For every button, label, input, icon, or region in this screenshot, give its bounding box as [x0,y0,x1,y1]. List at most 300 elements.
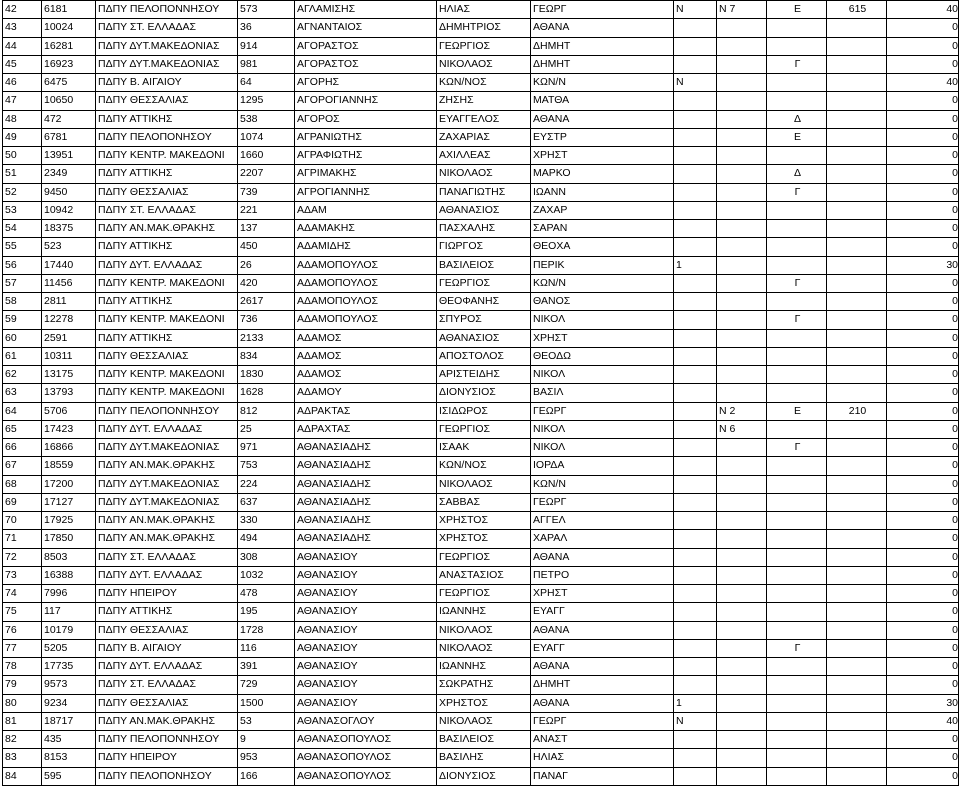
flag-4-cell [827,220,887,238]
flag-4-cell [827,256,887,274]
flag-4-cell [827,274,887,292]
flag-4-cell [827,512,887,530]
total-cell: 0 [887,530,959,548]
score-cell: 2133 [238,329,295,347]
total-cell: 0 [887,621,959,639]
flag-3-cell [767,475,827,493]
code-cell: 117 [42,603,96,621]
school-cell: ΠΔΠΥ ΔΥΤ.ΜΑΚΕΔΟΝΙΑΣ [96,55,238,73]
school-cell: ΠΔΠΥ ΗΠΕΙΡΟΥ [96,749,238,767]
table-row [3,530,959,548]
code-cell: 12278 [42,311,96,329]
row-number-cell: 72 [3,548,42,566]
flag-2-cell [717,147,767,165]
school-cell: ΠΔΠΥ ΔΥΤ.ΜΑΚΕΔΟΝΙΑΣ [96,475,238,493]
flag-4-cell [827,457,887,475]
flag-2-cell [717,366,767,384]
father-name-cell: ΒΑΣΙΛ [531,384,674,402]
flag-3-cell [767,74,827,92]
flag-2-cell: Ν 2 [717,402,767,420]
code-cell: 595 [42,767,96,785]
row-number-cell: 75 [3,603,42,621]
first-name-cell: ΑΠΟΣΤΟΛΟΣ [437,347,531,365]
surname-cell: ΑΘΑΝΑΣΟΠΟΥΛΟΣ [295,767,437,785]
father-name-cell: ΠΕΡΙΚ [531,256,674,274]
code-cell: 6181 [42,1,96,19]
first-name-cell: ΠΑΝΑΓΙΩΤΗΣ [437,183,531,201]
code-cell: 435 [42,731,96,749]
flag-2-cell [717,293,767,311]
first-name-cell: ΝΙΚΟΛΑΟΣ [437,621,531,639]
first-name-cell: ΑΘΑΝΑΣΙΟΣ [437,201,531,219]
school-cell: ΠΔΠΥ ΗΠΕΙΡΟΥ [96,585,238,603]
code-cell: 18375 [42,220,96,238]
flag-4-cell [827,475,887,493]
code-cell: 17127 [42,493,96,511]
total-cell: 0 [887,658,959,676]
flag-2-cell [717,639,767,657]
father-name-cell: ΗΛΙΑΣ [531,749,674,767]
score-cell: 1830 [238,366,295,384]
code-cell: 5205 [42,639,96,657]
school-cell: ΠΔΠΥ ΑΝ.ΜΑΚ.ΘΡΑΚΗΣ [96,712,238,730]
table-row [3,749,959,767]
code-cell: 17925 [42,512,96,530]
total-cell: 0 [887,92,959,110]
total-cell: 40 [887,712,959,730]
father-name-cell: ΠΕΤΡΟ [531,566,674,584]
flag-1-cell [674,19,717,37]
table-row [3,147,959,165]
father-name-cell: ΝΙΚΟΛ [531,366,674,384]
school-cell: ΠΔΠΥ ΔΥΤ. ΕΛΛΑΔΑΣ [96,256,238,274]
flag-1-cell: Ν [674,1,717,19]
flag-3-cell [767,749,827,767]
code-cell: 8153 [42,749,96,767]
table-row [3,457,959,475]
flag-1-cell [674,37,717,55]
school-cell: ΠΔΠΥ ΠΕΛΟΠΟΝΝΗΣΟΥ [96,1,238,19]
surname-cell: ΑΘΑΝΑΣΙΑΔΗΣ [295,457,437,475]
first-name-cell: ΝΙΚΟΛΑΟΣ [437,639,531,657]
code-cell: 13951 [42,147,96,165]
flag-2-cell [717,512,767,530]
row-number-cell: 65 [3,420,42,438]
score-cell: 812 [238,402,295,420]
flag-4-cell [827,530,887,548]
flag-1-cell [674,220,717,238]
school-cell: ΠΔΠΥ ΑΤΤΙΚΗΣ [96,293,238,311]
flag-3-cell: Δ [767,110,827,128]
code-cell: 5706 [42,402,96,420]
code-cell: 523 [42,238,96,256]
total-cell: 0 [887,110,959,128]
first-name-cell: ΔΙΟΝΥΣΙΟΣ [437,767,531,785]
flag-3-cell: Γ [767,439,827,457]
flag-4-cell [827,566,887,584]
father-name-cell: ΚΩΝ/Ν [531,475,674,493]
score-cell: 1295 [238,92,295,110]
flag-3-cell [767,92,827,110]
first-name-cell: ΓΕΩΡΓΙΟΣ [437,585,531,603]
row-number-cell: 42 [3,1,42,19]
flag-4-cell [827,366,887,384]
total-cell: 0 [887,566,959,584]
score-cell: 195 [238,603,295,621]
table-row [3,183,959,201]
flag-4-cell [827,293,887,311]
father-name-cell: ΚΩΝ/Ν [531,74,674,92]
surname-cell: ΑΔΑΜΟΠΟΥΛΟΣ [295,256,437,274]
flag-1-cell [674,731,717,749]
flag-1-cell [674,366,717,384]
flag-1-cell [674,384,717,402]
score-cell: 391 [238,658,295,676]
score-cell: 9 [238,731,295,749]
father-name-cell: ΓΕΩΡΓ [531,402,674,420]
first-name-cell: ΙΣΑΑΚ [437,439,531,457]
flag-2-cell [717,475,767,493]
first-name-cell: ΑΧΙΛΛΕΑΣ [437,147,531,165]
table-row [3,420,959,438]
first-name-cell: ΣΩΚΡΑΤΗΣ [437,676,531,694]
flag-1-cell [674,183,717,201]
school-cell: ΠΔΠΥ ΣΤ. ΕΛΛΑΔΑΣ [96,19,238,37]
total-cell: 0 [887,402,959,420]
total-cell: 0 [887,731,959,749]
flag-2-cell [717,55,767,73]
flag-1-cell [674,238,717,256]
row-number-cell: 64 [3,402,42,420]
code-cell: 17423 [42,420,96,438]
total-cell: 0 [887,329,959,347]
score-cell: 736 [238,311,295,329]
flag-4-cell [827,19,887,37]
flag-4-cell [827,110,887,128]
score-cell: 64 [238,74,295,92]
surname-cell: ΑΘΑΝΑΣΙΟΥ [295,548,437,566]
score-cell: 36 [238,19,295,37]
first-name-cell: ΗΛΙΑΣ [437,1,531,19]
code-cell: 9234 [42,694,96,712]
flag-2-cell [717,37,767,55]
first-name-cell: ΝΙΚΟΛΑΟΣ [437,475,531,493]
row-number-cell: 60 [3,329,42,347]
row-number-cell: 62 [3,366,42,384]
score-cell: 971 [238,439,295,457]
code-cell: 16281 [42,37,96,55]
score-cell: 137 [238,220,295,238]
first-name-cell: ΑΘΑΝΑΣΙΟΣ [437,329,531,347]
score-cell: 1728 [238,621,295,639]
flag-1-cell [674,457,717,475]
flag-2-cell [717,457,767,475]
row-number-cell: 61 [3,347,42,365]
flag-1-cell [674,439,717,457]
first-name-cell: ΝΙΚΟΛΑΟΣ [437,165,531,183]
flag-4-cell [827,712,887,730]
total-cell: 0 [887,366,959,384]
score-cell: 953 [238,749,295,767]
row-number-cell: 46 [3,74,42,92]
school-cell: ΠΔΠΥ ΔΥΤ. ΕΛΛΑΔΑΣ [96,658,238,676]
first-name-cell: ΑΝΑΣΤΑΣΙΟΣ [437,566,531,584]
school-cell: ΠΔΠΥ ΘΕΣΣΑΛΙΑΣ [96,694,238,712]
father-name-cell: ΘΕΟΔΩ [531,347,674,365]
surname-cell: ΑΘΑΝΑΣΙΟΥ [295,621,437,639]
total-cell: 0 [887,767,959,785]
flag-3-cell: Ε [767,402,827,420]
table-row [3,19,959,37]
surname-cell: ΑΘΑΝΑΣΙΑΔΗΣ [295,475,437,493]
score-cell: 1074 [238,128,295,146]
flag-4-cell [827,585,887,603]
father-name-cell: ΓΕΩΡΓ [531,712,674,730]
table-row [3,128,959,146]
first-name-cell: ΝΙΚΟΛΑΟΣ [437,712,531,730]
school-cell: ΠΔΠΥ ΑΝ.ΜΑΚ.ΘΡΑΚΗΣ [96,457,238,475]
father-name-cell: ΘΑΝΟΣ [531,293,674,311]
flag-1-cell [674,92,717,110]
flag-3-cell [767,147,827,165]
first-name-cell: ΙΣΙΔΩΡΟΣ [437,402,531,420]
first-name-cell: ΒΑΣΙΛΕΙΟΣ [437,731,531,749]
table-row [3,548,959,566]
code-cell: 9573 [42,676,96,694]
father-name-cell: ΑΘΑΝΑ [531,621,674,639]
row-number-cell: 67 [3,457,42,475]
flag-3-cell: Γ [767,311,827,329]
total-cell: 40 [887,74,959,92]
school-cell: ΠΔΠΥ ΚΕΝΤΡ. ΜΑΚΕΔΟΝΙ [96,147,238,165]
first-name-cell: ΣΑΒΒΑΣ [437,493,531,511]
flag-3-cell: Γ [767,55,827,73]
first-name-cell: ΙΩΑΝΝΗΣ [437,658,531,676]
flag-2-cell [717,439,767,457]
flag-3-cell [767,658,827,676]
flag-4-cell [827,329,887,347]
flag-3-cell [767,366,827,384]
row-number-cell: 57 [3,274,42,292]
flag-3-cell [767,694,827,712]
flag-2-cell [717,676,767,694]
father-name-cell: ΕΥΑΓΓ [531,603,674,621]
flag-4-cell [827,694,887,712]
score-cell: 224 [238,475,295,493]
father-name-cell: ΔΗΜΗΤ [531,55,674,73]
flag-4-cell [827,493,887,511]
code-cell: 17735 [42,658,96,676]
flag-3-cell: Δ [767,165,827,183]
total-cell: 40 [887,1,959,19]
flag-2-cell [717,731,767,749]
total-cell: 30 [887,694,959,712]
code-cell: 2591 [42,329,96,347]
father-name-cell: ΧΡΗΣΤ [531,585,674,603]
table-row [3,220,959,238]
school-cell: ΠΔΠΥ ΔΥΤ.ΜΑΚΕΔΟΝΙΑΣ [96,439,238,457]
school-cell: ΠΔΠΥ ΔΥΤ.ΜΑΚΕΔΟΝΙΑΣ [96,37,238,55]
score-cell: 1500 [238,694,295,712]
surname-cell: ΑΔΑΜΑΚΗΣ [295,220,437,238]
surname-cell: ΑΘΑΝΑΣΙΑΔΗΣ [295,493,437,511]
surname-cell: ΑΓΝΑΝΤΑΙΟΣ [295,19,437,37]
flag-4-cell [827,74,887,92]
total-cell: 0 [887,512,959,530]
total-cell: 0 [887,676,959,694]
table-row [3,493,959,511]
flag-1-cell: 1 [674,256,717,274]
table-row [3,274,959,292]
row-number-cell: 71 [3,530,42,548]
score-cell: 166 [238,767,295,785]
score-cell: 450 [238,238,295,256]
row-number-cell: 81 [3,712,42,730]
flag-1-cell [674,329,717,347]
code-cell: 11456 [42,274,96,292]
row-number-cell: 50 [3,147,42,165]
school-cell: ΠΔΠΥ ΚΕΝΤΡ. ΜΑΚΕΔΟΝΙ [96,311,238,329]
school-cell: ΠΔΠΥ ΑΤΤΙΚΗΣ [96,238,238,256]
score-cell: 116 [238,639,295,657]
table-body [3,1,959,786]
surname-cell: ΑΘΑΝΑΣΟΠΟΥΛΟΣ [295,749,437,767]
score-cell: 637 [238,493,295,511]
flag-1-cell [674,548,717,566]
score-cell: 53 [238,712,295,730]
first-name-cell: ΖΑΧΑΡΙΑΣ [437,128,531,146]
flag-3-cell [767,712,827,730]
row-number-cell: 51 [3,165,42,183]
first-name-cell: ΖΗΣΗΣ [437,92,531,110]
flag-4-cell [827,749,887,767]
total-cell: 0 [887,311,959,329]
flag-4-cell [827,147,887,165]
row-number-cell: 77 [3,639,42,657]
score-cell: 1032 [238,566,295,584]
score-cell: 1660 [238,147,295,165]
code-cell: 472 [42,110,96,128]
score-cell: 753 [238,457,295,475]
school-cell: ΠΔΠΥ Β. ΑΙΓΑΙΟΥ [96,74,238,92]
school-cell: ΠΔΠΥ ΑΤΤΙΚΗΣ [96,329,238,347]
father-name-cell: ΓΕΩΡΓ [531,493,674,511]
code-cell: 13793 [42,384,96,402]
row-number-cell: 55 [3,238,42,256]
flag-1-cell: Ν [674,712,717,730]
school-cell: ΠΔΠΥ ΠΕΛΟΠΟΝΗΣΟΥ [96,767,238,785]
score-cell: 739 [238,183,295,201]
flag-4-cell [827,92,887,110]
first-name-cell: ΘΕΟΦΑΝΗΣ [437,293,531,311]
surname-cell: ΑΔΑΜΟΣ [295,329,437,347]
flag-4-cell [827,439,887,457]
school-cell: ΠΔΠΥ ΘΕΣΣΑΛΙΑΣ [96,621,238,639]
table-row [3,347,959,365]
score-cell: 308 [238,548,295,566]
total-cell: 0 [887,585,959,603]
score-cell: 1628 [238,384,295,402]
flag-1-cell [674,749,717,767]
flag-4-cell [827,311,887,329]
flag-1-cell [674,311,717,329]
total-cell: 0 [887,475,959,493]
table-row [3,238,959,256]
total-cell: 0 [887,420,959,438]
surname-cell: ΑΔΑΜΟΠΟΥΛΟΣ [295,293,437,311]
flag-1-cell [674,512,717,530]
row-number-cell: 54 [3,220,42,238]
surname-cell: ΑΘΑΝΑΣΙΟΥ [295,639,437,657]
flag-4-cell [827,420,887,438]
code-cell: 9450 [42,183,96,201]
surname-cell: ΑΘΑΝΑΣΟΓΛΟΥ [295,712,437,730]
score-cell: 26 [238,256,295,274]
flag-4-cell: 615 [827,1,887,19]
score-cell: 420 [238,274,295,292]
flag-3-cell [767,420,827,438]
first-name-cell: ΓΕΩΡΓΙΟΣ [437,37,531,55]
code-cell: 6781 [42,128,96,146]
flag-1-cell [674,493,717,511]
school-cell: ΠΔΠΥ ΑΝ.ΜΑΚ.ΘΡΑΚΗΣ [96,530,238,548]
school-cell: ΠΔΠΥ ΣΤ. ΕΛΛΑΔΑΣ [96,676,238,694]
row-number-cell: 44 [3,37,42,55]
flag-2-cell [717,256,767,274]
row-number-cell: 80 [3,694,42,712]
first-name-cell: ΒΑΣΙΛΗΣ [437,749,531,767]
flag-2-cell [717,74,767,92]
total-cell: 0 [887,639,959,657]
score-cell: 330 [238,512,295,530]
code-cell: 18559 [42,457,96,475]
surname-cell: ΑΘΑΝΑΣΙΑΔΗΣ [295,512,437,530]
father-name-cell: ΣΑΡΑΝ [531,220,674,238]
flag-2-cell [717,347,767,365]
score-cell: 25 [238,420,295,438]
surname-cell: ΑΘΑΝΑΣΙΟΥ [295,566,437,584]
school-cell: ΠΔΠΥ ΑΝ.ΜΑΚ.ΘΡΑΚΗΣ [96,512,238,530]
surname-cell: ΑΓΟΡΑΣΤΟΣ [295,37,437,55]
school-cell: ΠΔΠΥ ΠΕΛΟΠΟΝΗΣΟΥ [96,128,238,146]
flag-2-cell: Ν 7 [717,1,767,19]
flag-2-cell [717,712,767,730]
flag-2-cell [717,530,767,548]
flag-1-cell [674,165,717,183]
code-cell: 18717 [42,712,96,730]
table-row [3,92,959,110]
father-name-cell: ΑΓΓΕΛ [531,512,674,530]
flag-2-cell [717,566,767,584]
code-cell: 2349 [42,165,96,183]
school-cell: ΠΔΠΥ ΣΤ. ΕΛΛΑΔΑΣ [96,201,238,219]
flag-4-cell [827,238,887,256]
father-name-cell: ΑΘΑΝΑ [531,694,674,712]
score-cell: 981 [238,55,295,73]
total-cell: 0 [887,493,959,511]
first-name-cell: ΓΕΩΡΓΙΟΣ [437,274,531,292]
table-row [3,110,959,128]
row-number-cell: 70 [3,512,42,530]
score-cell: 834 [238,347,295,365]
school-cell: ΠΔΠΥ ΔΥΤ.ΜΑΚΕΔΟΝΙΑΣ [96,493,238,511]
row-number-cell: 47 [3,92,42,110]
flag-1-cell [674,147,717,165]
total-cell: 0 [887,201,959,219]
father-name-cell: ΘΕΟΧΑ [531,238,674,256]
flag-3-cell [767,767,827,785]
school-cell: ΠΔΠΥ ΔΥΤ. ΕΛΛΑΔΑΣ [96,566,238,584]
